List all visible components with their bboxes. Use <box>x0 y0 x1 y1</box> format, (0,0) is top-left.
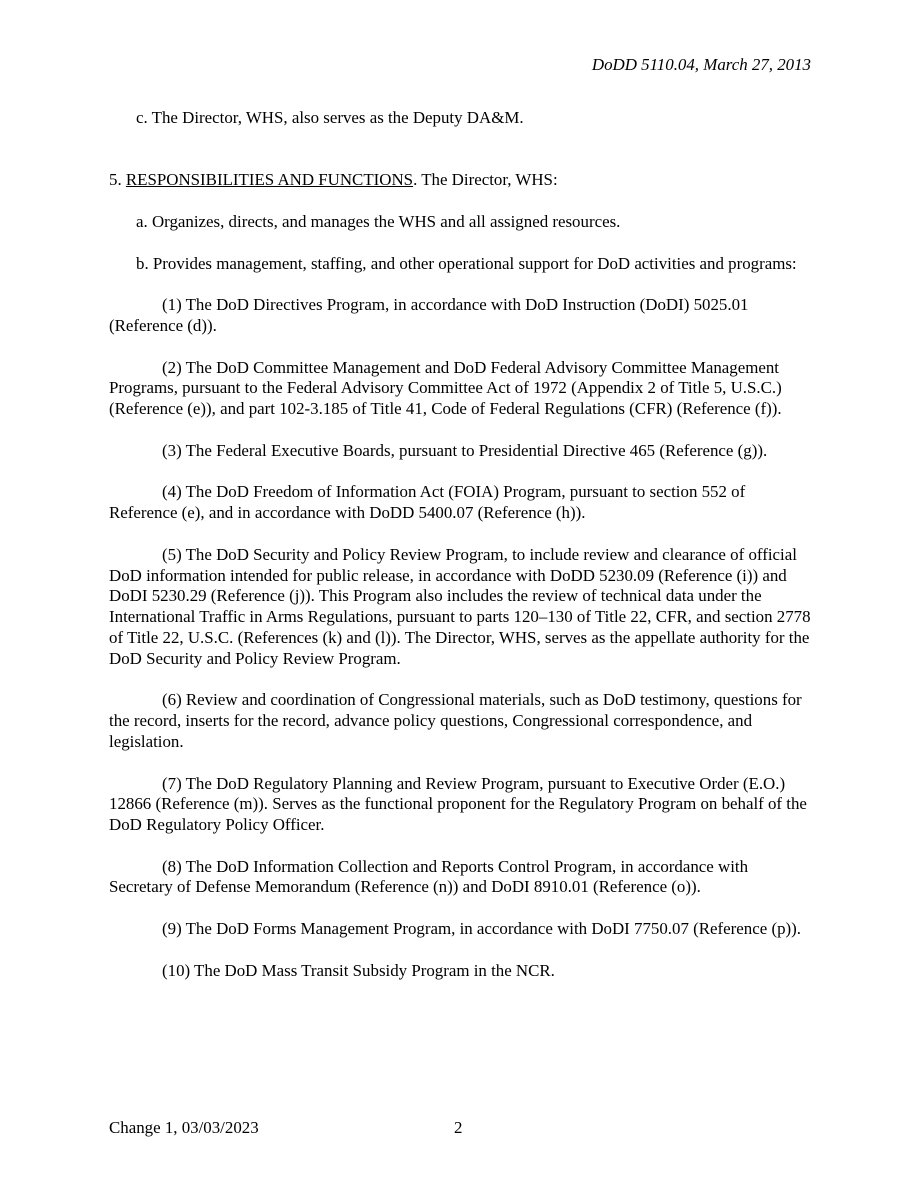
list-item: (5) The DoD Security and Policy Review Program, to include review and clearance of official DoD information intended for public release, in accordance with DoDD 5230.09 (Reference (i)) and DoDI 5230.29 (Reference (j)). This Program also includes the review of technical data under the International Traffic in Arms Regulations, pursuant to parts 120–130 of Title 22, CFR, and section 2778 of Title 22, U.S.C. (References (k) and (l)). The Director, WHS, serves as the appellate authority for the DoD Security and Policy Review Program. <box>109 544 811 668</box>
list-item: (7) The DoD Regulatory Planning and Review Program, pursuant to Executive Order (E.O.) 12866 (Reference (m)). Serves as the functional proponent for the Regulatory Program on behalf of the DoD Regulatory Policy Officer. <box>109 773 807 835</box>
document-body <box>109 108 814 981</box>
section-heading-trailing: . The Director, WHS: <box>413 170 558 190</box>
list-item: (4) The DoD Freedom of Information Act (FOIA) Program, pursuant to section 552 of Reference (e), and in accordance with DoDD 5400.07 (Reference (h)). <box>109 482 746 523</box>
page-number: 2 <box>454 1118 463 1137</box>
paragraph-5a: a. Organizes, directs, and manages the WHS and all assigned resources. <box>136 211 621 231</box>
paragraph-4c: c. The Director, WHS, also serves as the Deputy DA&M. <box>136 108 524 127</box>
list-item: (10) The DoD Mass Transit Subsidy Program in the NCR. <box>162 960 555 980</box>
document-reference-header: DoDD 5110.04, March 27, 2013 <box>591 55 811 74</box>
list-item: (1) The DoD Directives Program, in accordance with DoD Instruction (DoDI) 5025.01 (Reference (d)). <box>109 295 749 335</box>
section-5-heading-line <box>109 170 814 191</box>
list-item: (2) The DoD Committee Management and DoD Federal Advisory Committee Management Programs, pursuant to the Federal Advisory Committee Act of 1972 (Appendix 2 of Title 5, U.S.C.) (Reference (e)), and part 102-3.185 of Title 41, Code of Federal Regulations (CFR) (Reference (f)). <box>109 357 782 419</box>
paragraph-5b: b. Provides management, staffing, and other operational support for DoD activities and programs: <box>136 253 797 273</box>
list-item: (8) The DoD Information Collection and Reports Control Program, in accordance with Secretary of Defense Memorandum (Reference (n)) and DoDI 8910.01 (Reference (o)). <box>109 856 749 897</box>
section-heading: RESPONSIBILITIES AND FUNCTIONS <box>125 170 414 190</box>
change-footer: Change 1, 03/03/2023 <box>109 1118 259 1137</box>
list-item: (6) Review and coordination of Congressional materials, such as DoD testimony, questions for the record, inserts for the record, advance policy questions, Congressional correspondence, and legislation. <box>109 690 802 751</box>
section-number: 5. <box>109 170 126 190</box>
list-item: (9) The DoD Forms Management Program, in accordance with DoDI 7750.07 (Reference (p)). <box>162 919 801 939</box>
list-item: (3) The Federal Executive Boards, pursuant to Presidential Directive 465 (Reference (g)). <box>162 440 768 460</box>
